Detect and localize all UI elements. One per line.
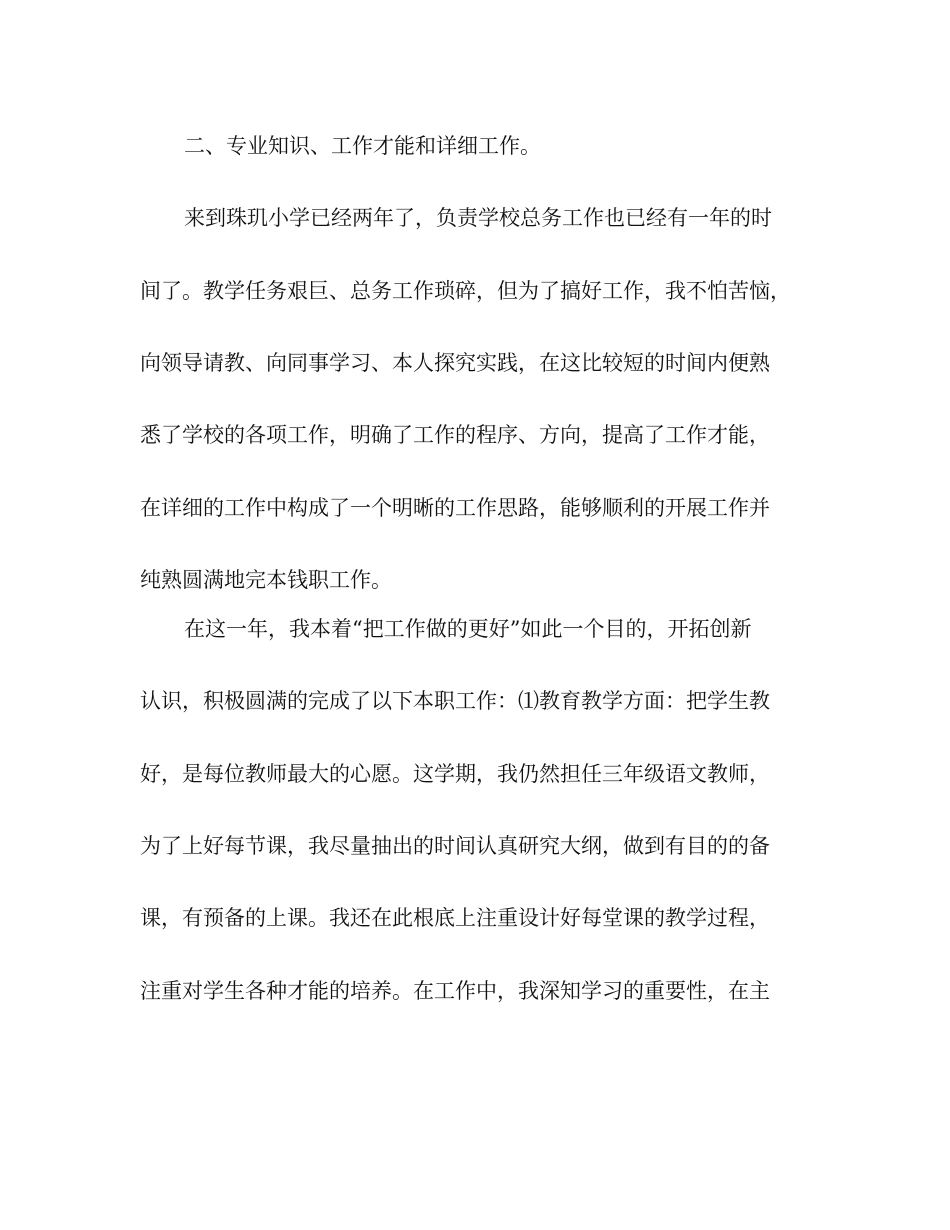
paragraph-line: 在详细的工作中构成了一个明晰的工作思路，能够顺利的开展工作并	[140, 496, 770, 520]
paragraph-line: 纯熟圆满地完本钱职工作。	[140, 568, 392, 592]
paragraph-line: 好，是每位教师最大的心愿。这学期，我仍然担任三年级语文教师，	[140, 762, 770, 786]
paragraph-line: 为了上好每节课，我尽量抽出的时间认真研究大纲，做到有目的的备	[140, 834, 770, 858]
paragraph-line: 来到珠玑小学已经两年了，负责学校总务工作也已经有一年的时	[184, 206, 772, 230]
paragraph-line: 向领导请教、向同事学习、本人探究实践，在这比较短的时间内便熟	[140, 351, 770, 375]
paragraph-line: 认识，积极圆满的完成了以下本职工作：⑴教育教学方面：把学生教	[140, 689, 770, 713]
paragraph-line: 在这一年，我本着“把工作做的更好”如此一个目的，开拓创新	[184, 617, 752, 641]
paragraph-line: 间了。教学任务艰巨、总务工作琐碎，但为了搞好工作，我不怕苦恼，	[140, 279, 791, 303]
paragraph-line: 悉了学校的各项工作，明确了工作的程序、方向，提高了工作才能，	[140, 423, 770, 447]
paragraph-line: 课，有预备的上课。我还在此根底上注重设计好每堂课的教学过程，	[140, 906, 770, 930]
paragraph-line: 注重对学生各种才能的培养。在工作中，我深知学习的重要性，在主	[140, 979, 770, 1003]
section-heading: 二、专业知识、工作才能和详细工作。	[184, 134, 541, 158]
